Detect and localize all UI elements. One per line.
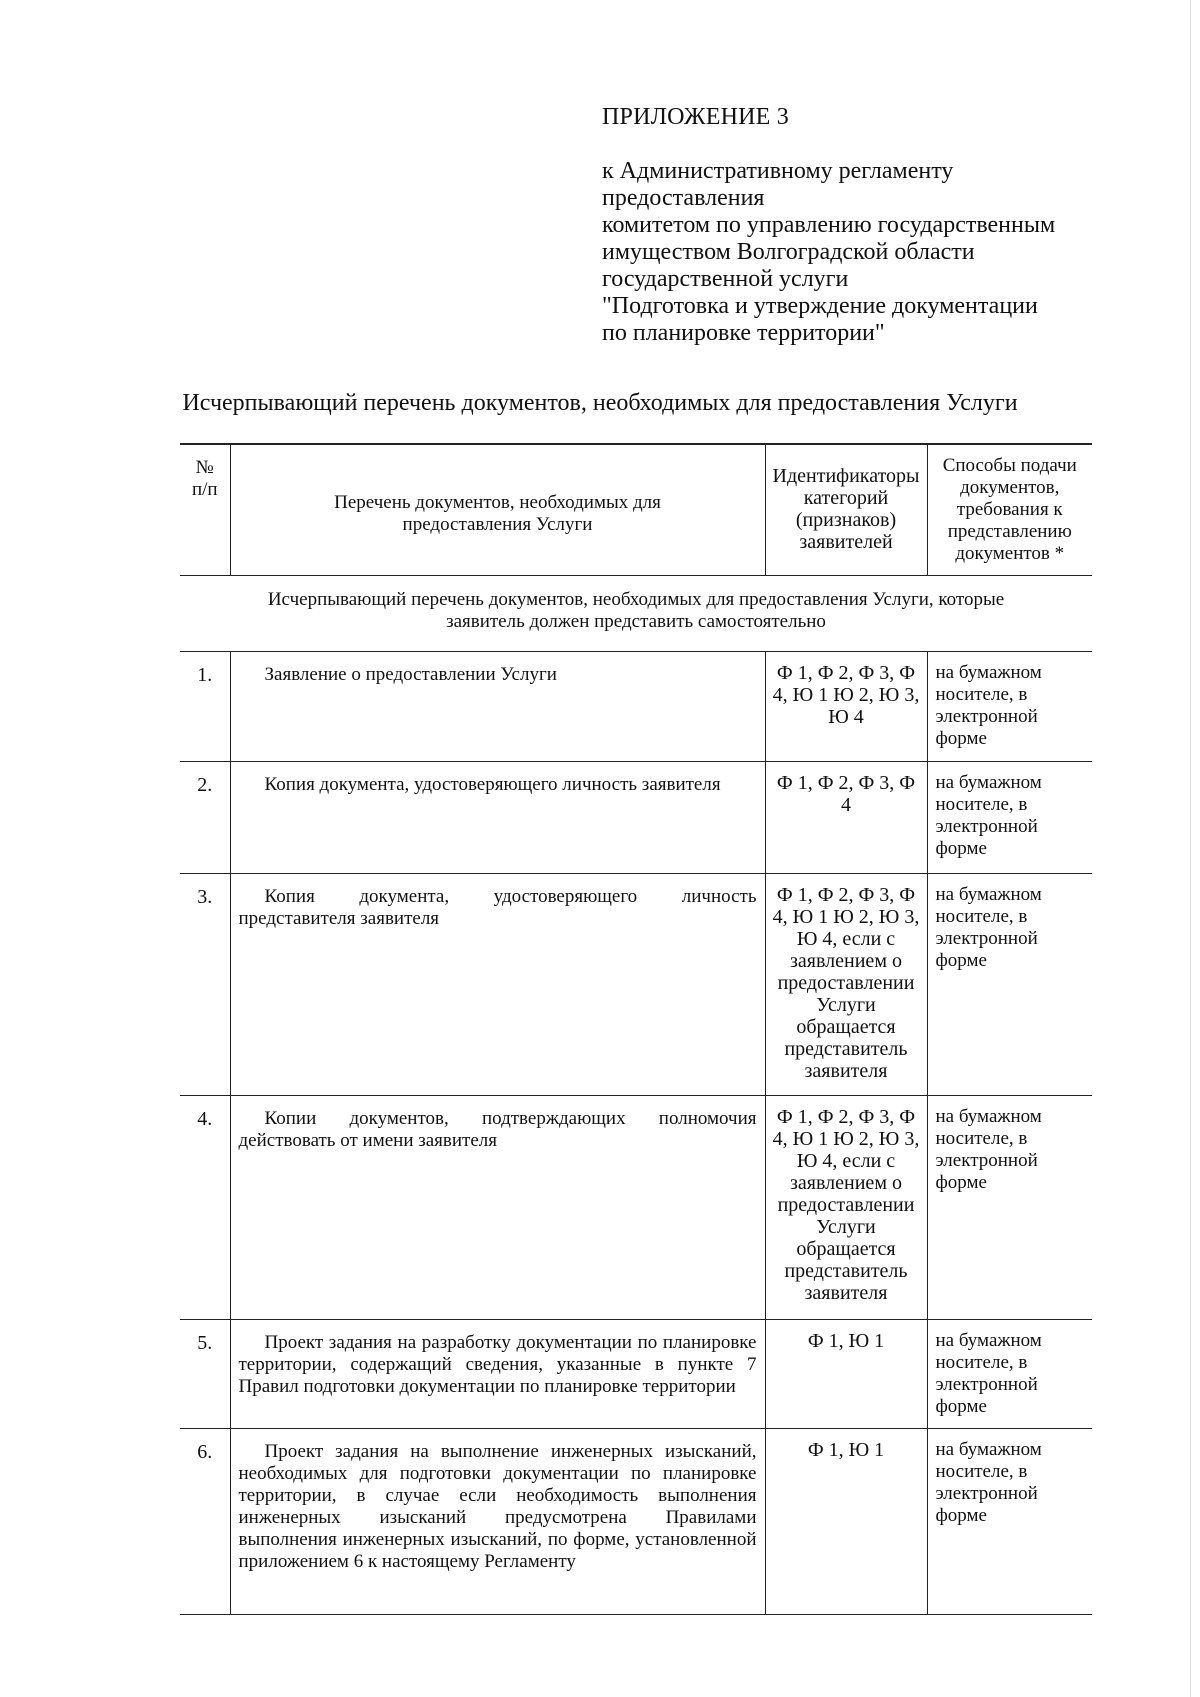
appendix-reference: [602, 158, 1122, 347]
reference-line: предоставления: [602, 185, 765, 211]
row-identifiers: Ф 1, Ю 1: [765, 1428, 927, 1614]
row-document: Заявление о предоставлении Услуги: [230, 651, 765, 761]
row-submission-method: на бумажном носителе, в электронной форме: [927, 1428, 1092, 1614]
document-title: Исчерпывающий перечень документов, необходимых для предоставления Услуги: [182, 390, 1018, 416]
row-document: Копия документа, удостоверяющего личность заявителя: [230, 761, 765, 873]
table-section-row: [180, 575, 1092, 651]
documents-table: [180, 443, 1092, 1615]
table-row: [180, 651, 1092, 761]
row-number: 1.: [180, 651, 230, 761]
row-number: 2.: [180, 761, 230, 873]
row-identifiers: Ф 1, Ф 2, Ф 3, Ф 4: [765, 761, 927, 873]
row-submission-method: на бумажном носителе, в электронной форме: [927, 651, 1092, 761]
reference-line: "Подготовка и утверждение документации: [602, 293, 1038, 319]
row-identifiers: Ф 1, Ф 2, Ф 3, Ф 4, Ю 1 Ю 2, Ю 3, Ю 4, если с заявлением о предоставлении Услуги обращается представитель заявителя: [765, 1095, 927, 1319]
reference-line: по планировке территории": [602, 320, 885, 346]
row-number: 3.: [180, 873, 230, 1095]
table-row: [180, 1428, 1092, 1614]
row-identifiers: Ф 1, Ю 1: [765, 1319, 927, 1428]
scan-edge: [1190, 0, 1191, 1697]
table-row: [180, 1319, 1092, 1428]
table-row: [180, 1095, 1092, 1319]
row-identifiers: Ф 1, Ф 2, Ф 3, Ф 4, Ю 1 Ю 2, Ю 3, Ю 4, если с заявлением о предоставлении Услуги обращается представитель заявителя: [765, 873, 927, 1095]
reference-line: к Административному регламенту: [602, 158, 954, 184]
table-row: [180, 873, 1092, 1095]
row-number: 5.: [180, 1319, 230, 1428]
column-header-number: № п/п: [180, 444, 230, 575]
row-document: Проект задания на разработку документации по планировке территории, содержащий сведения, указанные в пункте 7 Правил подготовки документации по планировке территории: [230, 1319, 765, 1428]
row-submission-method: на бумажном носителе, в электронной форме: [927, 1095, 1092, 1319]
reference-line: имуществом Волгоградской области: [602, 239, 975, 265]
row-number: 4.: [180, 1095, 230, 1319]
row-document: Копия документа, удостоверяющего личность представителя заявителя: [230, 873, 765, 1095]
row-submission-method: на бумажном носителе, в электронной форме: [927, 873, 1092, 1095]
column-header-identifiers: Идентификаторы категорий (признаков) заявителей: [765, 444, 927, 575]
row-number: 6.: [180, 1428, 230, 1614]
row-identifiers: Ф 1, Ф 2, Ф 3, Ф 4, Ю 1 Ю 2, Ю 3, Ю 4: [765, 651, 927, 761]
table-row: [180, 761, 1092, 873]
appendix-heading: ПРИЛОЖЕНИЕ 3: [602, 104, 789, 130]
reference-line: комитетом по управлению государственным: [602, 212, 1056, 238]
column-header-documents: Перечень документов, необходимых для предоставления Услуги: [230, 444, 765, 575]
row-document: Копии документов, подтверждающих полномочия действовать от имени заявителя: [230, 1095, 765, 1319]
row-document: Проект задания на выполнение инженерных изысканий, необходимых для подготовки документации по планировке территории, в случае если необходимость выполнения инженерных изысканий предусмотрена Правилами выполнения инженерных изысканий, по форме, установленной приложением 6 к настоящему Регламенту: [230, 1428, 765, 1614]
section-heading: Исчерпывающий перечень документов, необходимых для предоставления Услуги, которые заявитель должен представить самостоятельно: [180, 575, 1092, 651]
row-submission-method: на бумажном носителе, в электронной форме: [927, 1319, 1092, 1428]
reference-line: государственной услуги: [602, 266, 849, 292]
table-header-row: [180, 444, 1092, 575]
row-submission-method: на бумажном носителе, в электронной форме: [927, 761, 1092, 873]
column-header-methods: Способы подачи документов, требования к представлению документов *: [927, 444, 1092, 575]
